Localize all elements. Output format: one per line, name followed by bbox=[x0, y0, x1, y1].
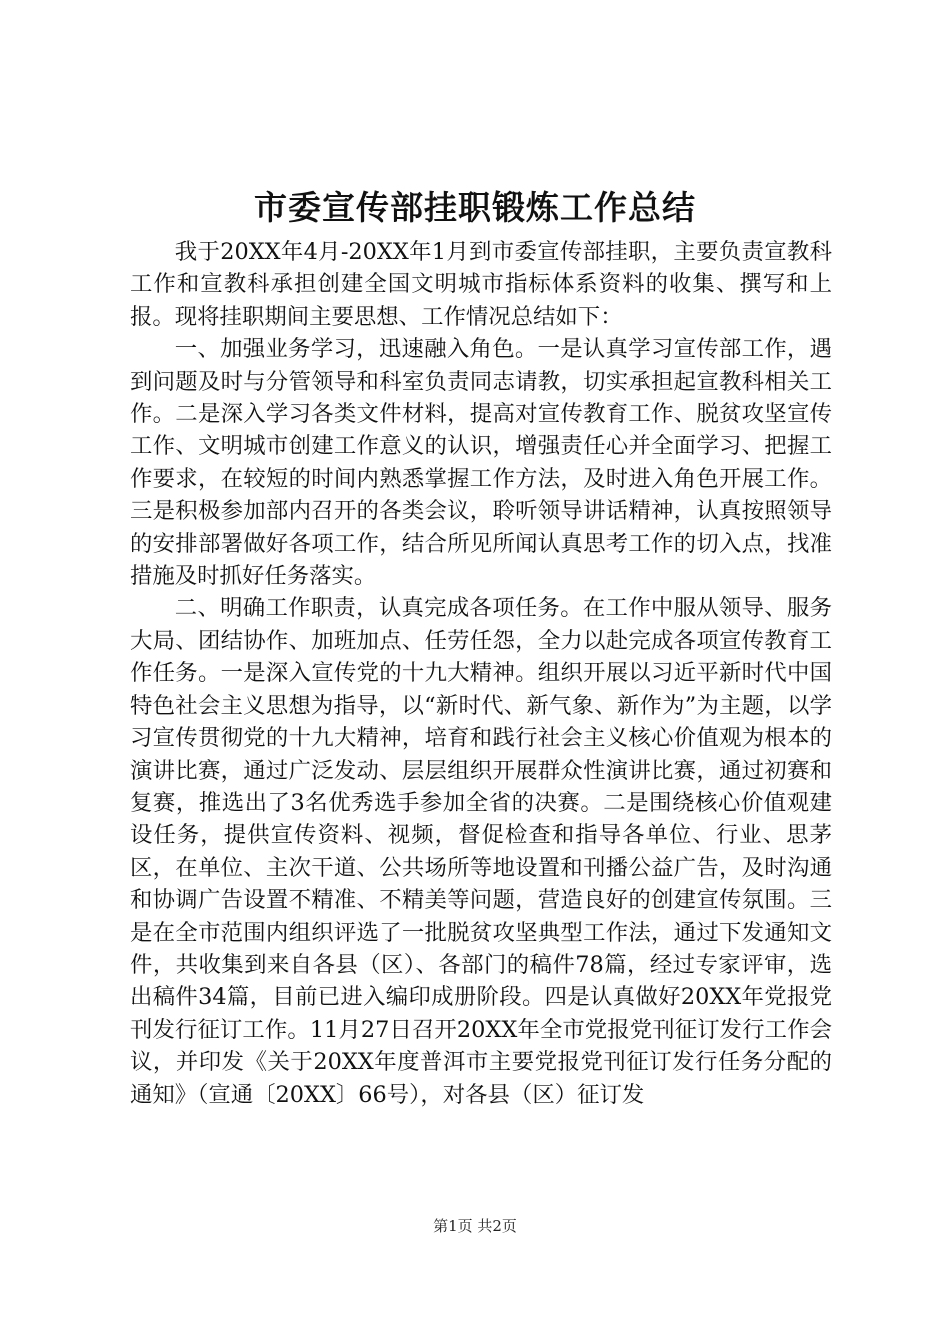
document-title: 市委宣传部挂职锻炼工作总结 bbox=[254, 188, 696, 227]
paragraph-section-1: 一、加强业务学习，迅速融入角色。一是认真学习宣传部工作，遇到问题及时与分管领导和科室负责同志请教，切实承担起宣教科相关工作。二是深入学习各类文件材料，提高对宣传教育工作、脱贫攻坚宣传工作、文明城市创建工作意义的认识，增强责任心并全面学习、把握工作要求，在较短的时间内熟悉掌握工作方法，及时进入角色开展工作。三是积极参加部内召开的各类会议，聆听领导讲话精神，认真按照领导的安排部署做好各项工作，结合所见所闻认真思考工作的切入点，找准措施及时抓好任务落实。 bbox=[130, 336, 832, 590]
paragraph-intro: 我于20XX年4月-20XX年1月到市委宣传部挂职，主要负责宣教科工作和宣教科承担创建全国文明城市指标体系资料的收集、撰写和上报。现将挂职期间主要思想、工作情况总结如下： bbox=[130, 239, 832, 330]
page-number-footer: 第1页 共2页 bbox=[433, 1217, 517, 1235]
paragraph-section-2: 二、明确工作职责，认真完成各项任务。在工作中服从领导、服务大局、团结协作、加班加点、任劳任怨，全力以赴完成各项宣传教育工作任务。一是深入宣传党的十九大精神。组织开展以习近平新时代中国特色社会主义思想为指导，以“新时代、新气象、新作为”为主题，以学习宣传贯彻党的十九大精神，培育和践行社会主义核心价值观为根本的演讲比赛，通过广泛发动、层层组织开展群众性演讲比赛，通过初赛和复赛，推选出了3名优秀选手参加全省的决赛。二是围绕核心价值观建设任务，提供宣传资料、视频，督促检查和指导各单位、行业、思茅区，在单位、主次干道、公共场所等地设置和刊播公益广告，及时沟通和协调广告设置不精准、不精美等问题，营造良好的创建宣传氛围。三是在全市范围内组织评选了一批脱贫攻坚典型工作法，通过下发通知文件，共收集到来自各县（区）、各部门的稿件78篇，经过专家评审，选出稿件34篇，目前已进入编印成册阶段。四是认真做好20XX年党报党刊发行征订工作。11月27日召开20XX年全市党报党刊征订发行工作会议，并印发《关于20XX年度普洱市主要党报党刊征订发行任务分配的通知》（宣通〔20XX〕66号），对各县（区）征订发 bbox=[130, 595, 832, 1108]
document-body bbox=[130, 236, 832, 1111]
